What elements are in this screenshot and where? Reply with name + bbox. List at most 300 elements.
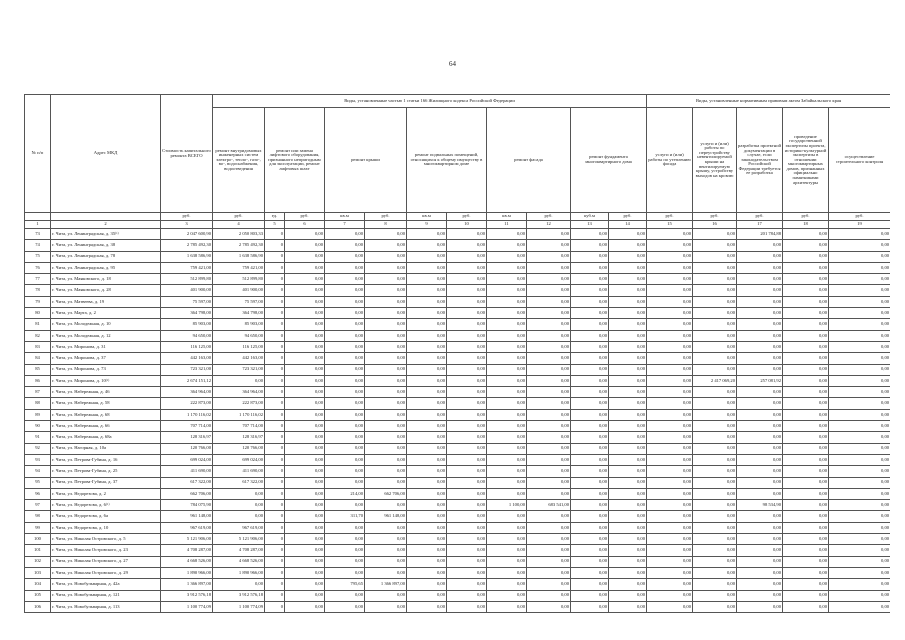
row-value: 0,00: [365, 274, 407, 285]
table-row: [25, 511, 891, 522]
row-value: 0,00: [647, 601, 693, 612]
row-value: 0: [265, 240, 285, 251]
unit-cell: [51, 213, 161, 221]
row-value: 0,00: [447, 432, 487, 443]
row-value: 0: [265, 421, 285, 432]
row-value: 0: [265, 488, 285, 499]
row-value: 0,00: [647, 500, 693, 511]
row-value: 0,00: [447, 545, 487, 556]
address-text: г. Чита, ул. Новобульварная, д. 121: [52, 592, 120, 598]
row-value: 0,00: [365, 522, 407, 533]
row-value: 0,00: [325, 398, 365, 409]
row-value: 0,00: [213, 579, 265, 590]
row-value: 0,00: [737, 240, 783, 251]
row-value: 0,00: [487, 511, 527, 522]
row-value: 364 798,00: [213, 308, 265, 319]
table-row: [25, 285, 891, 296]
row-value: 94 650,00: [161, 330, 213, 341]
row-value: 0,00: [737, 330, 783, 341]
row-value: 214,00: [325, 488, 365, 499]
row-value: 0,00: [527, 466, 571, 477]
address-text: г. Чита, ул. Матвеева, д. 19: [52, 298, 105, 304]
row-value: 0,00: [737, 466, 783, 477]
row-value: 0,00: [407, 330, 447, 341]
page-number: 64: [449, 60, 456, 68]
address-text: г. Чита, ул. Маяковского, д. 28: [52, 287, 111, 293]
row-value: 967 619,00: [161, 522, 213, 533]
row-number: 79: [25, 296, 51, 307]
row-number: 97: [25, 500, 51, 511]
row-value: 662 706,00: [365, 488, 407, 499]
row-value: 0: [265, 511, 285, 522]
row-value: 0,00: [487, 308, 527, 319]
row-value: 0,00: [571, 409, 609, 420]
sub-basement-header: ремонт подвальных помещений, относящихся к общему имуществу в многоквартирном доме: [407, 108, 487, 213]
row-number: 98: [25, 511, 51, 522]
address-footnote-mark: (1): [105, 501, 110, 506]
row-value: 0,00: [527, 579, 571, 590]
row-value: 0,00: [571, 421, 609, 432]
row-value: 0,00: [609, 500, 647, 511]
row-value: 0,00: [783, 364, 829, 375]
row-value: 0,00: [325, 308, 365, 319]
row-value: 0,00: [285, 308, 325, 319]
row-value: 0,00: [325, 443, 365, 454]
row-address: [51, 387, 161, 398]
row-value: 120 766,00: [161, 443, 213, 454]
row-value: 0,00: [737, 488, 783, 499]
row-value: 0,00: [693, 308, 737, 319]
row-value: 0,00: [527, 296, 571, 307]
row-value: 0,00: [447, 330, 487, 341]
column-number-cell: 18: [783, 221, 829, 229]
table-row: [25, 375, 891, 386]
row-value: 0,00: [325, 556, 365, 567]
row-value: 0,00: [829, 545, 890, 556]
row-value: 0,00: [325, 251, 365, 262]
row-value: 0,00: [285, 443, 325, 454]
row-value: 0,00: [527, 251, 571, 262]
row-value: 0,00: [693, 330, 737, 341]
row-value: 0,00: [407, 308, 447, 319]
row-value: 0,00: [447, 353, 487, 364]
row-value: 0,00: [527, 319, 571, 330]
row-value: 0,00: [783, 477, 829, 488]
row-address: [51, 398, 161, 409]
sub-services-header: услуги и (или) работы по утеплению фасада: [647, 108, 693, 213]
row-value: 0,00: [783, 567, 829, 578]
row-value: 0,00: [571, 251, 609, 262]
address-text: г. Чита, ул. Марта, д. 2: [52, 309, 96, 315]
address-text: г. Чита, ул. Новобульварная, д. 113: [52, 603, 120, 609]
column-number-cell: 13: [571, 221, 609, 229]
row-value: 0,00: [407, 601, 447, 612]
row-value: 0,00: [783, 285, 829, 296]
row-value: 0,00: [829, 330, 890, 341]
row-value: 0: [265, 364, 285, 375]
row-value: 0,00: [737, 567, 783, 578]
row-value: 512 899,80: [213, 274, 265, 285]
row-value: 0,00: [693, 240, 737, 251]
col-cost-header: Стоимость капитального ремонта ВСЕГО: [161, 95, 213, 213]
row-value: 0,00: [829, 308, 890, 319]
row-value: 0: [265, 274, 285, 285]
row-value: 0,00: [365, 375, 407, 386]
unit-cell: руб.: [783, 213, 829, 221]
row-value: 0,00: [737, 579, 783, 590]
row-value: 0,00: [447, 454, 487, 465]
row-value: 0: [265, 432, 285, 443]
address-text: г. Чита, ул. Петрова-Губина, д. 37: [52, 479, 118, 485]
row-value: 0,00: [285, 432, 325, 443]
row-value: 75 597,00: [161, 296, 213, 307]
row-value: 0,00: [407, 567, 447, 578]
row-value: 0,00: [365, 432, 407, 443]
row-value: 0,00: [783, 409, 829, 420]
row-value: 0,00: [527, 488, 571, 499]
row-value: 5 121 906,00: [161, 534, 213, 545]
row-value: 0,00: [527, 274, 571, 285]
row-value: 0,00: [609, 454, 647, 465]
row-value: 0,00: [609, 251, 647, 262]
row-value: 0,00: [647, 488, 693, 499]
row-value: 0,00: [647, 409, 693, 420]
row-value: 0,00: [693, 251, 737, 262]
row-value: 0,00: [571, 319, 609, 330]
row-value: 0,00: [325, 387, 365, 398]
row-value: 0,00: [783, 443, 829, 454]
row-value: 0,00: [487, 432, 527, 443]
row-value: 0,00: [527, 590, 571, 601]
table-row: [25, 409, 891, 420]
row-value: 0,00: [737, 443, 783, 454]
row-value: 0,00: [829, 353, 890, 364]
row-value: 0,00: [609, 511, 647, 522]
row-value: 0: [265, 601, 285, 612]
row-value: 0,00: [487, 398, 527, 409]
row-value: 0,00: [365, 601, 407, 612]
row-value: 0,00: [365, 454, 407, 465]
address-text: г. Чита, ул. Набережная, д. 68: [52, 411, 110, 417]
row-value: 0,00: [829, 590, 890, 601]
row-value: 0,00: [365, 443, 407, 454]
address-text: г. Чита, ул. Недорезова, д. 2: [52, 490, 106, 496]
row-value: 1 890 966,00: [161, 567, 213, 578]
row-value: 2 050 803,33: [213, 229, 265, 240]
row-value: 0,00: [527, 240, 571, 251]
row-number: 87: [25, 387, 51, 398]
row-value: 0,00: [609, 274, 647, 285]
row-value: 0,00: [693, 522, 737, 533]
row-address: [51, 364, 161, 375]
row-value: 0,00: [829, 409, 890, 420]
table-row: [25, 296, 891, 307]
row-value: 0,00: [407, 534, 447, 545]
row-value: 961 148,00: [161, 511, 213, 522]
row-value: 0,00: [487, 364, 527, 375]
row-value: 0: [265, 308, 285, 319]
row-value: 0,00: [693, 454, 737, 465]
row-value: 2 047 600,90: [161, 229, 213, 240]
row-value: 0,00: [285, 330, 325, 341]
column-number-cell: 2: [51, 221, 161, 229]
row-value: 0,00: [609, 330, 647, 341]
table-row: [25, 590, 891, 601]
unit-cell: руб.: [213, 213, 265, 221]
unit-cell: руб.: [527, 213, 571, 221]
row-value: 1 100 774,09: [213, 601, 265, 612]
row-value: 0,00: [325, 296, 365, 307]
row-value: 411 690,00: [213, 466, 265, 477]
row-value: 0,00: [829, 421, 890, 432]
row-value: 0,00: [365, 364, 407, 375]
row-value: 0,00: [285, 296, 325, 307]
row-value: 0,00: [527, 601, 571, 612]
row-value: 0,00: [693, 477, 737, 488]
row-value: 0,00: [325, 285, 365, 296]
row-address: [51, 296, 161, 307]
row-value: 0,00: [647, 251, 693, 262]
row-value: 0,00: [693, 353, 737, 364]
unit-cell: ед.: [265, 213, 285, 221]
row-value: 75 597,00: [213, 296, 265, 307]
row-value: 401 900,00: [213, 285, 265, 296]
row-value: 0,00: [285, 567, 325, 578]
row-value: 0,00: [693, 579, 737, 590]
unit-cell: руб.: [365, 213, 407, 221]
row-value: 0,00: [407, 511, 447, 522]
sub-facade-header: ремонт фасада: [487, 108, 571, 213]
row-value: 0,00: [487, 534, 527, 545]
row-value: 0,00: [693, 590, 737, 601]
row-value: 967 619,00: [213, 522, 265, 533]
row-value: 0,00: [783, 466, 829, 477]
row-value: 0,00: [365, 500, 407, 511]
row-value: 0,00: [447, 308, 487, 319]
row-value: 0,00: [325, 590, 365, 601]
row-value: 0,00: [365, 556, 407, 567]
row-value: 0,00: [365, 421, 407, 432]
row-value: 0,00: [407, 590, 447, 601]
row-value: 3 912 576,18: [213, 590, 265, 601]
column-number-cell: 4: [213, 221, 265, 229]
unit-cell: руб.: [447, 213, 487, 221]
row-value: 512 899,80: [161, 274, 213, 285]
row-value: 0,00: [365, 229, 407, 240]
address-text: г. Чита, ул. Ленинградская, д. 95: [52, 264, 116, 270]
row-value: 0,00: [571, 477, 609, 488]
address-text: г. Чита, ул. Николая Островского, д. 27: [52, 558, 128, 564]
address-text: г. Чита, ул. Нагорная, д. 10а: [52, 445, 107, 451]
row-value: 0,00: [365, 590, 407, 601]
row-value: 0,00: [571, 511, 609, 522]
row-value: 0,00: [571, 353, 609, 364]
row-value: 0,00: [783, 488, 829, 499]
row-value: 0,00: [527, 387, 571, 398]
row-value: 0,00: [829, 567, 890, 578]
row-value: 0,00: [829, 466, 890, 477]
row-value: 0,00: [737, 545, 783, 556]
row-value: 0,00: [571, 567, 609, 578]
row-value: 0,00: [737, 387, 783, 398]
row-value: 0,00: [647, 590, 693, 601]
row-value: 0,00: [829, 454, 890, 465]
address-text: г. Чита, ул. Недорезова, д. 6: [52, 501, 106, 507]
row-value: 2 785 492,30: [161, 240, 213, 251]
row-address: [51, 545, 161, 556]
unit-cell: руб.: [609, 213, 647, 221]
address-text: г. Чита, ул. Ленинградская, д. 35: [52, 230, 116, 236]
row-value: 0,00: [783, 319, 829, 330]
row-value: 0,00: [737, 274, 783, 285]
row-value: 0,00: [609, 488, 647, 499]
row-value: 0,00: [527, 409, 571, 420]
address-text: г. Чита, ул. Молодежная, д. 12: [52, 332, 111, 338]
address-text: г. Чита, ул. Новобульварная, д. 42а: [52, 581, 120, 587]
row-value: 0,00: [285, 466, 325, 477]
row-value: 0,00: [527, 454, 571, 465]
row-value: 961 148,00: [365, 511, 407, 522]
row-value: 0,00: [487, 522, 527, 533]
row-value: 0,00: [571, 240, 609, 251]
row-value: 707 714,00: [213, 421, 265, 432]
row-value: 0,00: [737, 251, 783, 262]
row-value: 0,00: [693, 285, 737, 296]
table-row: [25, 319, 891, 330]
row-value: 0,00: [829, 240, 890, 251]
row-value: 0,00: [407, 375, 447, 386]
row-value: 0,00: [647, 387, 693, 398]
row-value: 707 714,00: [161, 421, 213, 432]
col-address-header: Адрес МКД: [51, 95, 161, 213]
row-value: 0,00: [213, 488, 265, 499]
row-value: 0: [265, 330, 285, 341]
row-value: 0,00: [693, 432, 737, 443]
column-number-cell: 1: [25, 221, 51, 229]
table-row: [25, 262, 891, 273]
row-value: 0,00: [571, 364, 609, 375]
row-value: 0,00: [527, 534, 571, 545]
group-regional-header: Виды, установленные нормативным правовым актом Забайкальского края: [647, 95, 890, 108]
row-value: 0,00: [609, 601, 647, 612]
row-value: 0,00: [213, 511, 265, 522]
row-value: 0,00: [783, 534, 829, 545]
address-footnote-mark: (1): [115, 230, 119, 235]
row-value: 0,00: [571, 466, 609, 477]
column-number-cell: 8: [365, 221, 407, 229]
row-value: 0,00: [737, 601, 783, 612]
row-value: 0,00: [325, 421, 365, 432]
row-value: 0,00: [647, 579, 693, 590]
row-address: [51, 421, 161, 432]
row-value: 0,00: [487, 296, 527, 307]
row-value: 0,00: [365, 353, 407, 364]
row-value: 0,00: [783, 308, 829, 319]
row-value: 0: [265, 500, 285, 511]
address-text: г. Чита, ул. Николая Островского, д. 5: [52, 535, 126, 541]
column-number-cell: 16: [693, 221, 737, 229]
row-value: 364 964,00: [213, 387, 265, 398]
row-value: 0,00: [487, 285, 527, 296]
row-value: 0,00: [407, 556, 447, 567]
row-value: 0,00: [647, 522, 693, 533]
row-value: 0,00: [407, 251, 447, 262]
row-value: 0,00: [647, 319, 693, 330]
row-value: 0,00: [737, 285, 783, 296]
row-value: 0,00: [609, 579, 647, 590]
row-value: 0,00: [285, 251, 325, 262]
address-text: г. Чита, ул. Недорезова, д. 10: [52, 524, 109, 530]
row-value: 0,00: [737, 319, 783, 330]
row-value: 0,00: [285, 579, 325, 590]
row-value: 0,00: [447, 556, 487, 567]
row-value: 0,00: [407, 409, 447, 420]
row-value: 0,00: [571, 534, 609, 545]
table-row: [25, 421, 891, 432]
row-address: [51, 330, 161, 341]
row-value: 0,00: [693, 421, 737, 432]
row-address: [51, 319, 161, 330]
row-value: 0,00: [325, 466, 365, 477]
row-value: 0,00: [487, 353, 527, 364]
row-value: 0,00: [737, 511, 783, 522]
row-number: 80: [25, 308, 51, 319]
row-address: [51, 285, 161, 296]
row-value: 0,00: [693, 274, 737, 285]
row-value: 0,00: [693, 296, 737, 307]
row-value: 0,00: [527, 511, 571, 522]
row-value: 0,00: [609, 409, 647, 420]
row-number: 103: [25, 567, 51, 578]
row-value: 0,00: [487, 229, 527, 240]
row-value: 0,00: [783, 387, 829, 398]
row-value: 4 708 287,00: [213, 545, 265, 556]
sub-engineering-header: ремонт внутридомовых инженерных систем электро-, тепло-, газо-, во-, водоснабжения, водоотведения: [213, 108, 265, 213]
row-value: 0,00: [783, 545, 829, 556]
row-address: [51, 466, 161, 477]
row-number: 104: [25, 579, 51, 590]
row-value: 0,00: [571, 262, 609, 273]
row-value: 0,00: [829, 364, 890, 375]
sub-design-header: услуги и (или) работы по переустройству невентилируемой крыши на вентилируемую крышу, устройству выходов на кровлю: [693, 108, 737, 213]
row-value: 2 417 069,20: [693, 375, 737, 386]
row-value: 0,00: [487, 579, 527, 590]
row-number: 91: [25, 432, 51, 443]
row-value: 0,00: [447, 251, 487, 262]
row-value: 0,00: [527, 375, 571, 386]
row-value: 0,00: [693, 319, 737, 330]
row-value: 0,00: [647, 511, 693, 522]
row-value: 0: [265, 375, 285, 386]
row-value: 0,00: [647, 274, 693, 285]
unit-cell: [25, 213, 51, 221]
unit-cell: руб.: [647, 213, 693, 221]
table-row: [25, 274, 891, 285]
table-row: [25, 601, 891, 612]
row-value: 0,00: [571, 488, 609, 499]
row-value: 0,00: [447, 488, 487, 499]
row-value: 0,00: [487, 409, 527, 420]
row-value: 0,00: [365, 285, 407, 296]
row-value: 0,00: [737, 421, 783, 432]
row-value: 0,00: [407, 229, 447, 240]
row-value: 0,00: [609, 308, 647, 319]
row-value: 222 873,00: [213, 398, 265, 409]
row-value: 0,00: [609, 364, 647, 375]
row-value: 128 316,97: [161, 432, 213, 443]
row-value: 0,00: [447, 285, 487, 296]
row-value: 0,00: [325, 409, 365, 420]
